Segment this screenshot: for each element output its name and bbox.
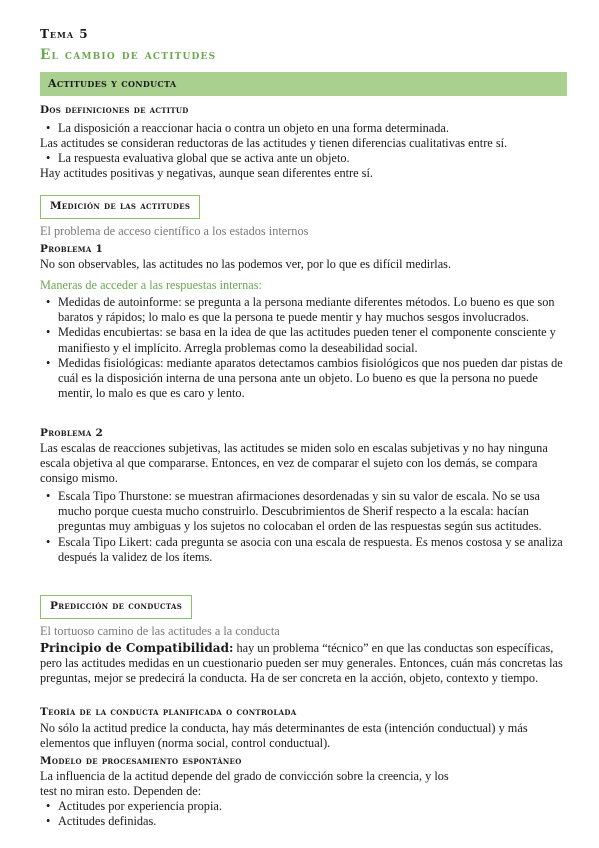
paragraph: No son observables, las actitudes no las podemos ver, por lo que es difícil medirlas.: [40, 257, 452, 271]
paragraph: Hay actitudes positivas y negativas, aunque sean diferentes entre sí.: [40, 166, 373, 180]
subtitle-tortuoso: El tortuoso camino de las actitudes a la conducta: [40, 624, 280, 638]
heading-problema-2: Problema 2: [40, 427, 104, 439]
list-item: • Escala Tipo Thurstone: se muestran afirmaciones desordenadas y sin su valor de escala. No se usa mucho porque cuesta mucho construirlo. Descubrimientos de Sherif respecto a la escala: hacían preguntas muy ambiguas y los sujetos no colocaban el orden de las respuestas según sus actitudes.: [46, 489, 542, 534]
bullet-icon: •: [46, 355, 51, 370]
bullet-icon: •: [46, 121, 51, 135]
definition-list-2: [40, 151, 565, 166]
bullet-icon: •: [46, 325, 51, 340]
escalas-list: [40, 489, 565, 565]
section-band-actitudes-conducta: Actitudes y conducta: [40, 72, 567, 96]
heading-teoria: Teoría de la conducta planificada o controlada: [40, 706, 297, 718]
principio-paragraph: [40, 641, 565, 687]
paragraph: Las escalas de reacciones subjetivas, las actitudes se miden solo en escalas subjetivas y no hay ninguna escala objetiva al que compararse. Entonces, en vez de comparar el sujeto con los demás, se compara consigo mismo.: [40, 441, 548, 486]
principio-label: Principio de Compatibilidad:: [40, 641, 234, 655]
list-item: • Medidas encubiertas: se basa en la idea de que las actitudes pueden tener el componente consciente y manifiesto y el implícito. Arregla problemas como la deseabilidad social.: [46, 325, 556, 355]
definition-list-1: [40, 121, 565, 136]
list-item: • La disposición a reaccionar hacia o contra un objeto en una forma determinada.: [46, 121, 449, 135]
list-item: • Medidas de autoinforme: se pregunta a la persona mediante diferentes métodos. Lo bueno es que son baratos y rápidos; lo malo es que la persona te puede mentir y hay muchos sesgos involucrados.: [46, 295, 555, 325]
maneras-list: [40, 295, 565, 401]
bullet-icon: •: [46, 814, 51, 829]
chapter-title: El cambio de actitudes: [40, 47, 217, 63]
heading-problema-1: Problema 1: [40, 243, 104, 255]
list-item: • Actitudes por experiencia propia.: [46, 799, 222, 813]
list-item: • Escala Tipo Likert: cada pregunta se asocia con una escala de respuesta. Es menos costosa y se analiza después la validez de los ítems.: [46, 534, 563, 564]
paragraph: No sólo la actitud predice la conducta, hay más determinantes de esta (intención conductual) y más elementos que influyen (norma social, control conductual).: [40, 721, 528, 751]
modelo-list: [40, 799, 565, 829]
tema-heading: Tema 5: [40, 27, 89, 41]
paragraph: Las actitudes se consideran reductoras de las actitudes y tienen diferencias cualitativas entre sí.: [40, 136, 508, 150]
bullet-icon: •: [46, 489, 51, 503]
section-box-prediccion: Predicción de conductas: [40, 595, 192, 619]
paragraph-line-1: La influencia de la actitud depende del grado de convicción sobre la creencia, y los: [40, 769, 449, 783]
list-item: • La respuesta evaluativa global que se activa ante un objeto.: [46, 151, 350, 165]
bullet-icon: •: [46, 799, 51, 813]
subtitle-acceso: El problema de acceso científico a los estados internos: [40, 224, 309, 238]
principio-text: hay un problema “técnico” en que las conductas son específicas, pero las actitudes medidas en un cuestionario pueden ser muy generales. Entonces, cuán más concretas las preguntas, mejor se predecirá la conducta. Ha de ser concreta en la acción, objeto, contexto y tiempo.: [40, 641, 563, 686]
list-item: • Actitudes definidas.: [46, 814, 157, 829]
bullet-icon: •: [46, 295, 51, 309]
paragraph-line-2: test no miran esto. Dependen de:: [40, 784, 202, 798]
bullet-icon: •: [46, 151, 51, 165]
section-box-medicion: Medición de las actitudes: [40, 195, 200, 219]
heading-dos-definiciones: Dos definiciones de actitud: [40, 104, 189, 116]
heading-modelo: Modelo de procesamiento espontáneo: [40, 755, 242, 767]
list-item: • Medidas fisiológicas: mediante aparatos detectamos cambios fisiológicos que nos pueden dar pistas de cuál es la disposición interna de una persona ante un objeto. Lo bueno es que la persona no puede mentir, lo malo es que es caro y lento.: [46, 355, 563, 401]
subtitle-maneras: Maneras de acceder a las respuestas internas:: [40, 278, 262, 292]
bullet-icon: •: [46, 534, 51, 549]
